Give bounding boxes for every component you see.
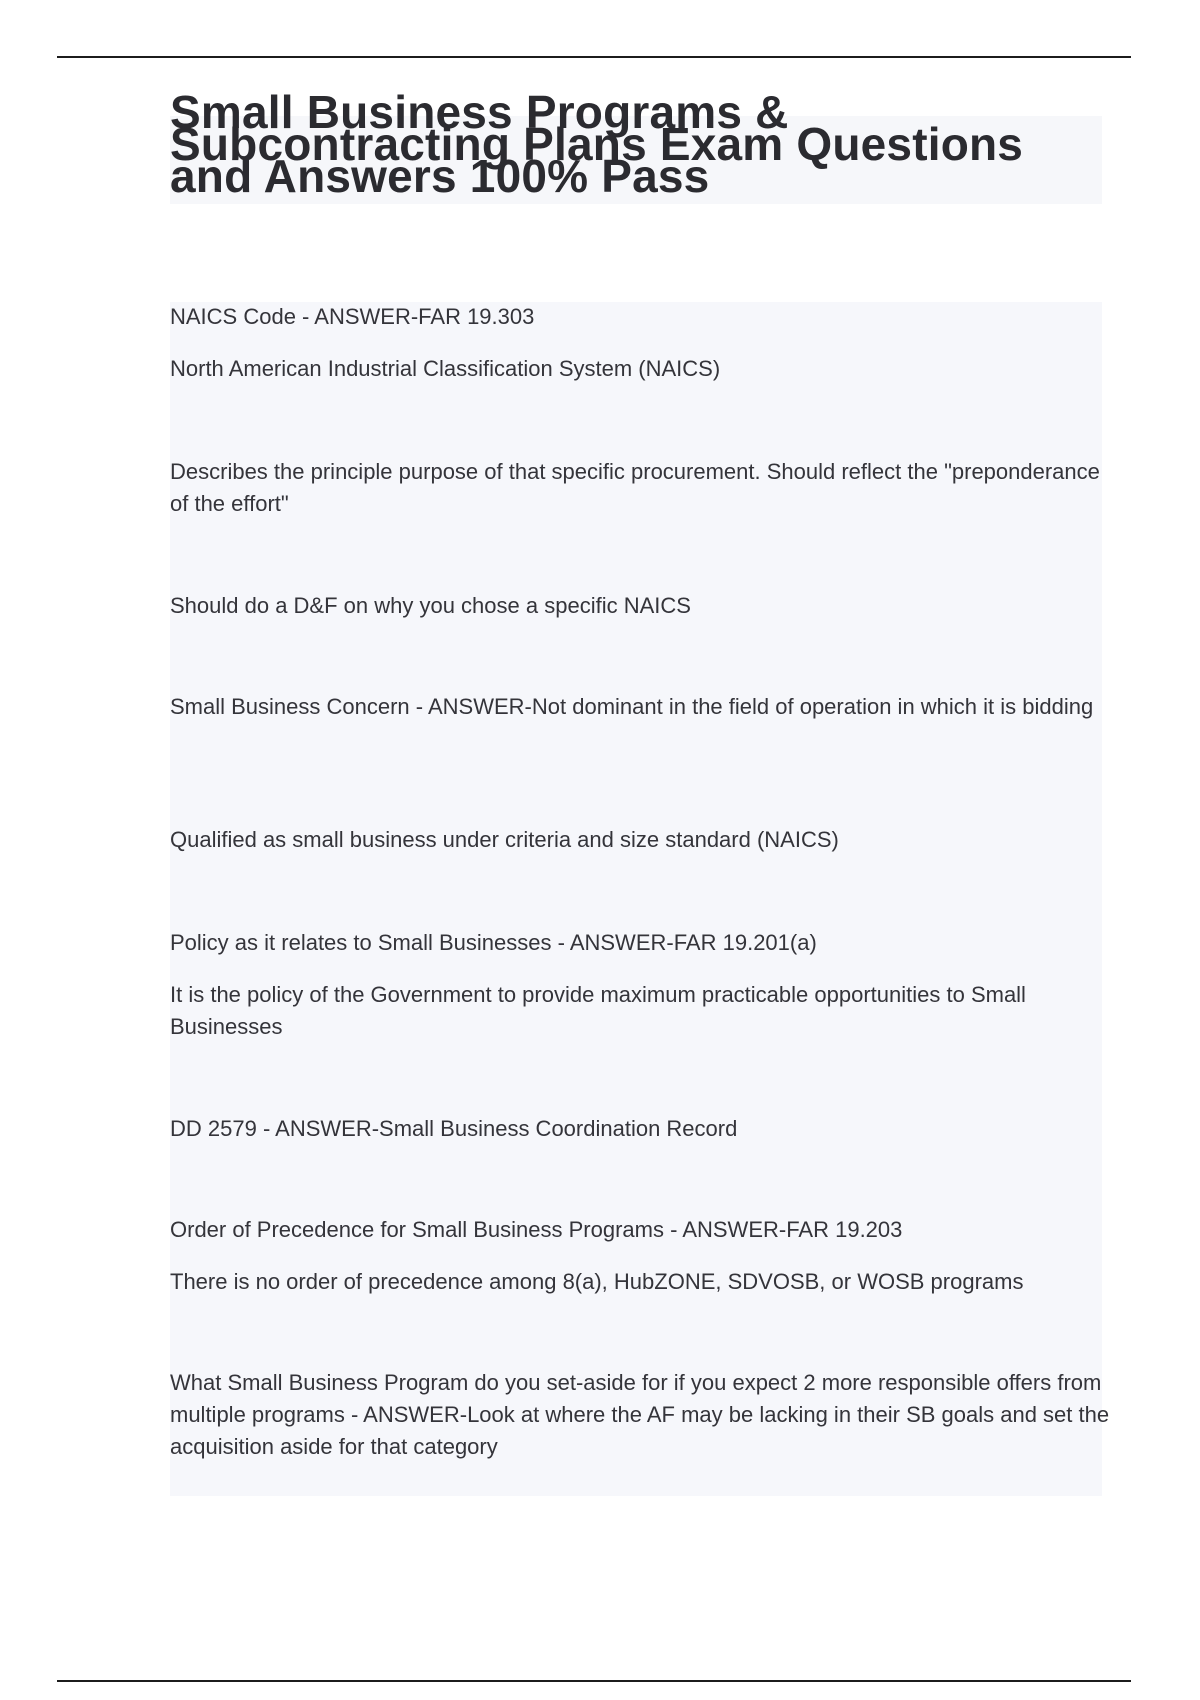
answer-line: Should do a D&F on why you chose a specific NAICS — [170, 593, 691, 618]
question-set-aside-program: What Small Business Program do you set-aside for if you expect 2 more responsible offers from multiple programs - ANSWER-Look at where the AF may be lacking in their SB goals and set the acquisition aside for that category — [170, 1370, 1110, 1459]
answer-line: North American Industrial Classification System (NAICS) — [170, 356, 721, 381]
top-rule — [57, 56, 1131, 58]
question-small-business-concern: Small Business Concern - ANSWER-Not dominant in the field of operation in which it is bidding — [170, 694, 1094, 719]
answer-line: Qualified as small business under criteria and size standard (NAICS) — [170, 827, 839, 852]
question-naics-code: NAICS Code - ANSWER-FAR 19.303 — [170, 304, 535, 329]
answer-line: Describes the principle purpose of that specific procurement. Should reflect the "preponderance of the effort" — [170, 459, 1100, 516]
question-order-of-precedence: Order of Precedence for Small Business Programs - ANSWER-FAR 19.203 — [170, 1217, 903, 1242]
question-small-business-policy: Policy as it relates to Small Businesses - ANSWER-FAR 19.201(a) — [170, 930, 817, 955]
document-title: Small Business Programs & Subcontracting Plans Exam Questions and Answers 100% Pass — [170, 86, 1024, 202]
answer-line: It is the policy of the Government to provide maximum practicable opportunities to Small Businesses — [170, 982, 1026, 1039]
bottom-rule — [57, 1680, 1131, 1682]
answer-line: There is no order of precedence among 8(a), HubZONE, SDVOSB, or WOSB programs — [170, 1269, 1024, 1294]
question-dd-2579: DD 2579 - ANSWER-Small Business Coordination Record — [170, 1116, 738, 1141]
